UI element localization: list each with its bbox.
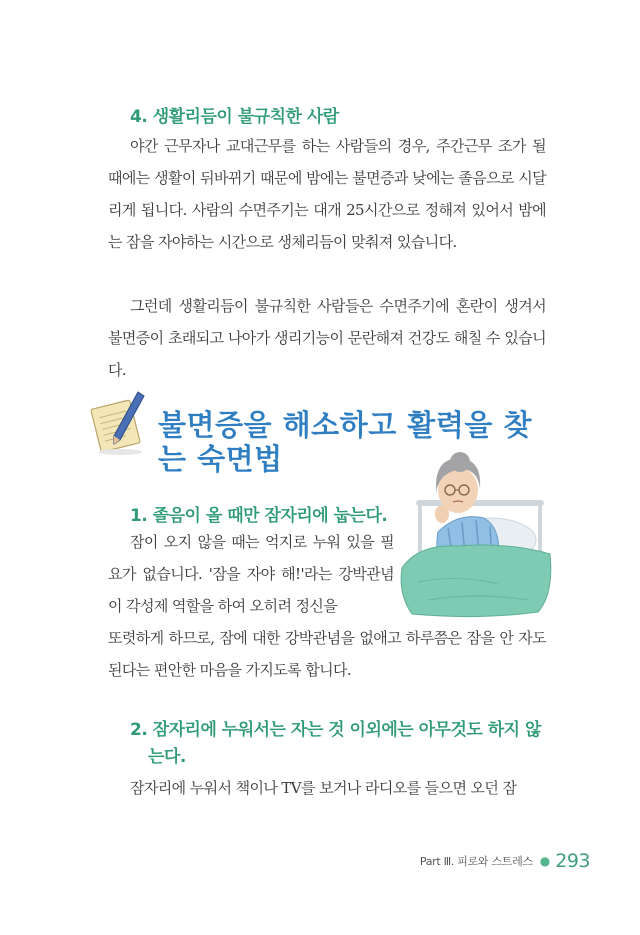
tip-1-paragraph-a: 잠이 오지 않을 때는 억지로 누워 있을 필요가 없습니다. '잠을 자야 해!'라는 강박관념이 각성제 역할을 하여 오히려 정신을 [108, 533, 394, 615]
page-number: 293 [555, 850, 590, 872]
notepad-pen-icon [86, 388, 152, 458]
sleepless-grandmother-illustration [398, 444, 554, 620]
tip-2-heading-line-2: 는다. [148, 747, 186, 767]
chapter-title: 불면증을 해소하고 활력을 찾는 숙면법 [158, 408, 532, 476]
section-4-paragraph-1: 야간 근무자나 교대근무를 하는 사람들의 경우, 주간근무 조가 될 때에는 생활이 뒤바뀌기 때문에 밤에는 불면증과 낮에는 졸음으로 시달리게 됩니다. 사람의 수면주기는 대개 25시간으로 정해져 있어서 밤에는 잠을 자야하는 시간으로 생체리듬이 맞춰져 있습니다. [108, 137, 546, 251]
page-footer [400, 846, 590, 876]
tip-1-paragraph-b: 또렷하게 하므로, 잠에 대한 강박관념을 없애고 하루쯤은 잠을 안 자도 된다는 편안한 마음을 가지도록 합니다. [108, 629, 546, 679]
footer-section-title: Part Ⅲ. 피로와 스트레스 [419, 855, 533, 868]
footer-dot-icon: ● [539, 854, 551, 868]
section-4-heading: 4. 생활리듬이 불규칙한 사람 [130, 107, 339, 127]
section-4-paragraph-2: 그런데 생활리듬이 불규칙한 사람들은 수면주기에 혼란이 생겨서 불면증이 초래되고 나아가 생리기능이 문란해져 건강도 해칠 수 있습니다. [108, 297, 546, 379]
tip-2-paragraph: 잠자리에 누워서 책이나 TV를 보거나 라디오를 들으면 오던 잠 [130, 779, 517, 797]
tip-2-heading-line-1: 2. 잠자리에 누워서는 자는 것 이외에는 아무것도 하지 않 [130, 720, 541, 740]
tip-1-heading: 1. 졸음이 올 때만 잠자리에 눕는다. [130, 506, 388, 526]
